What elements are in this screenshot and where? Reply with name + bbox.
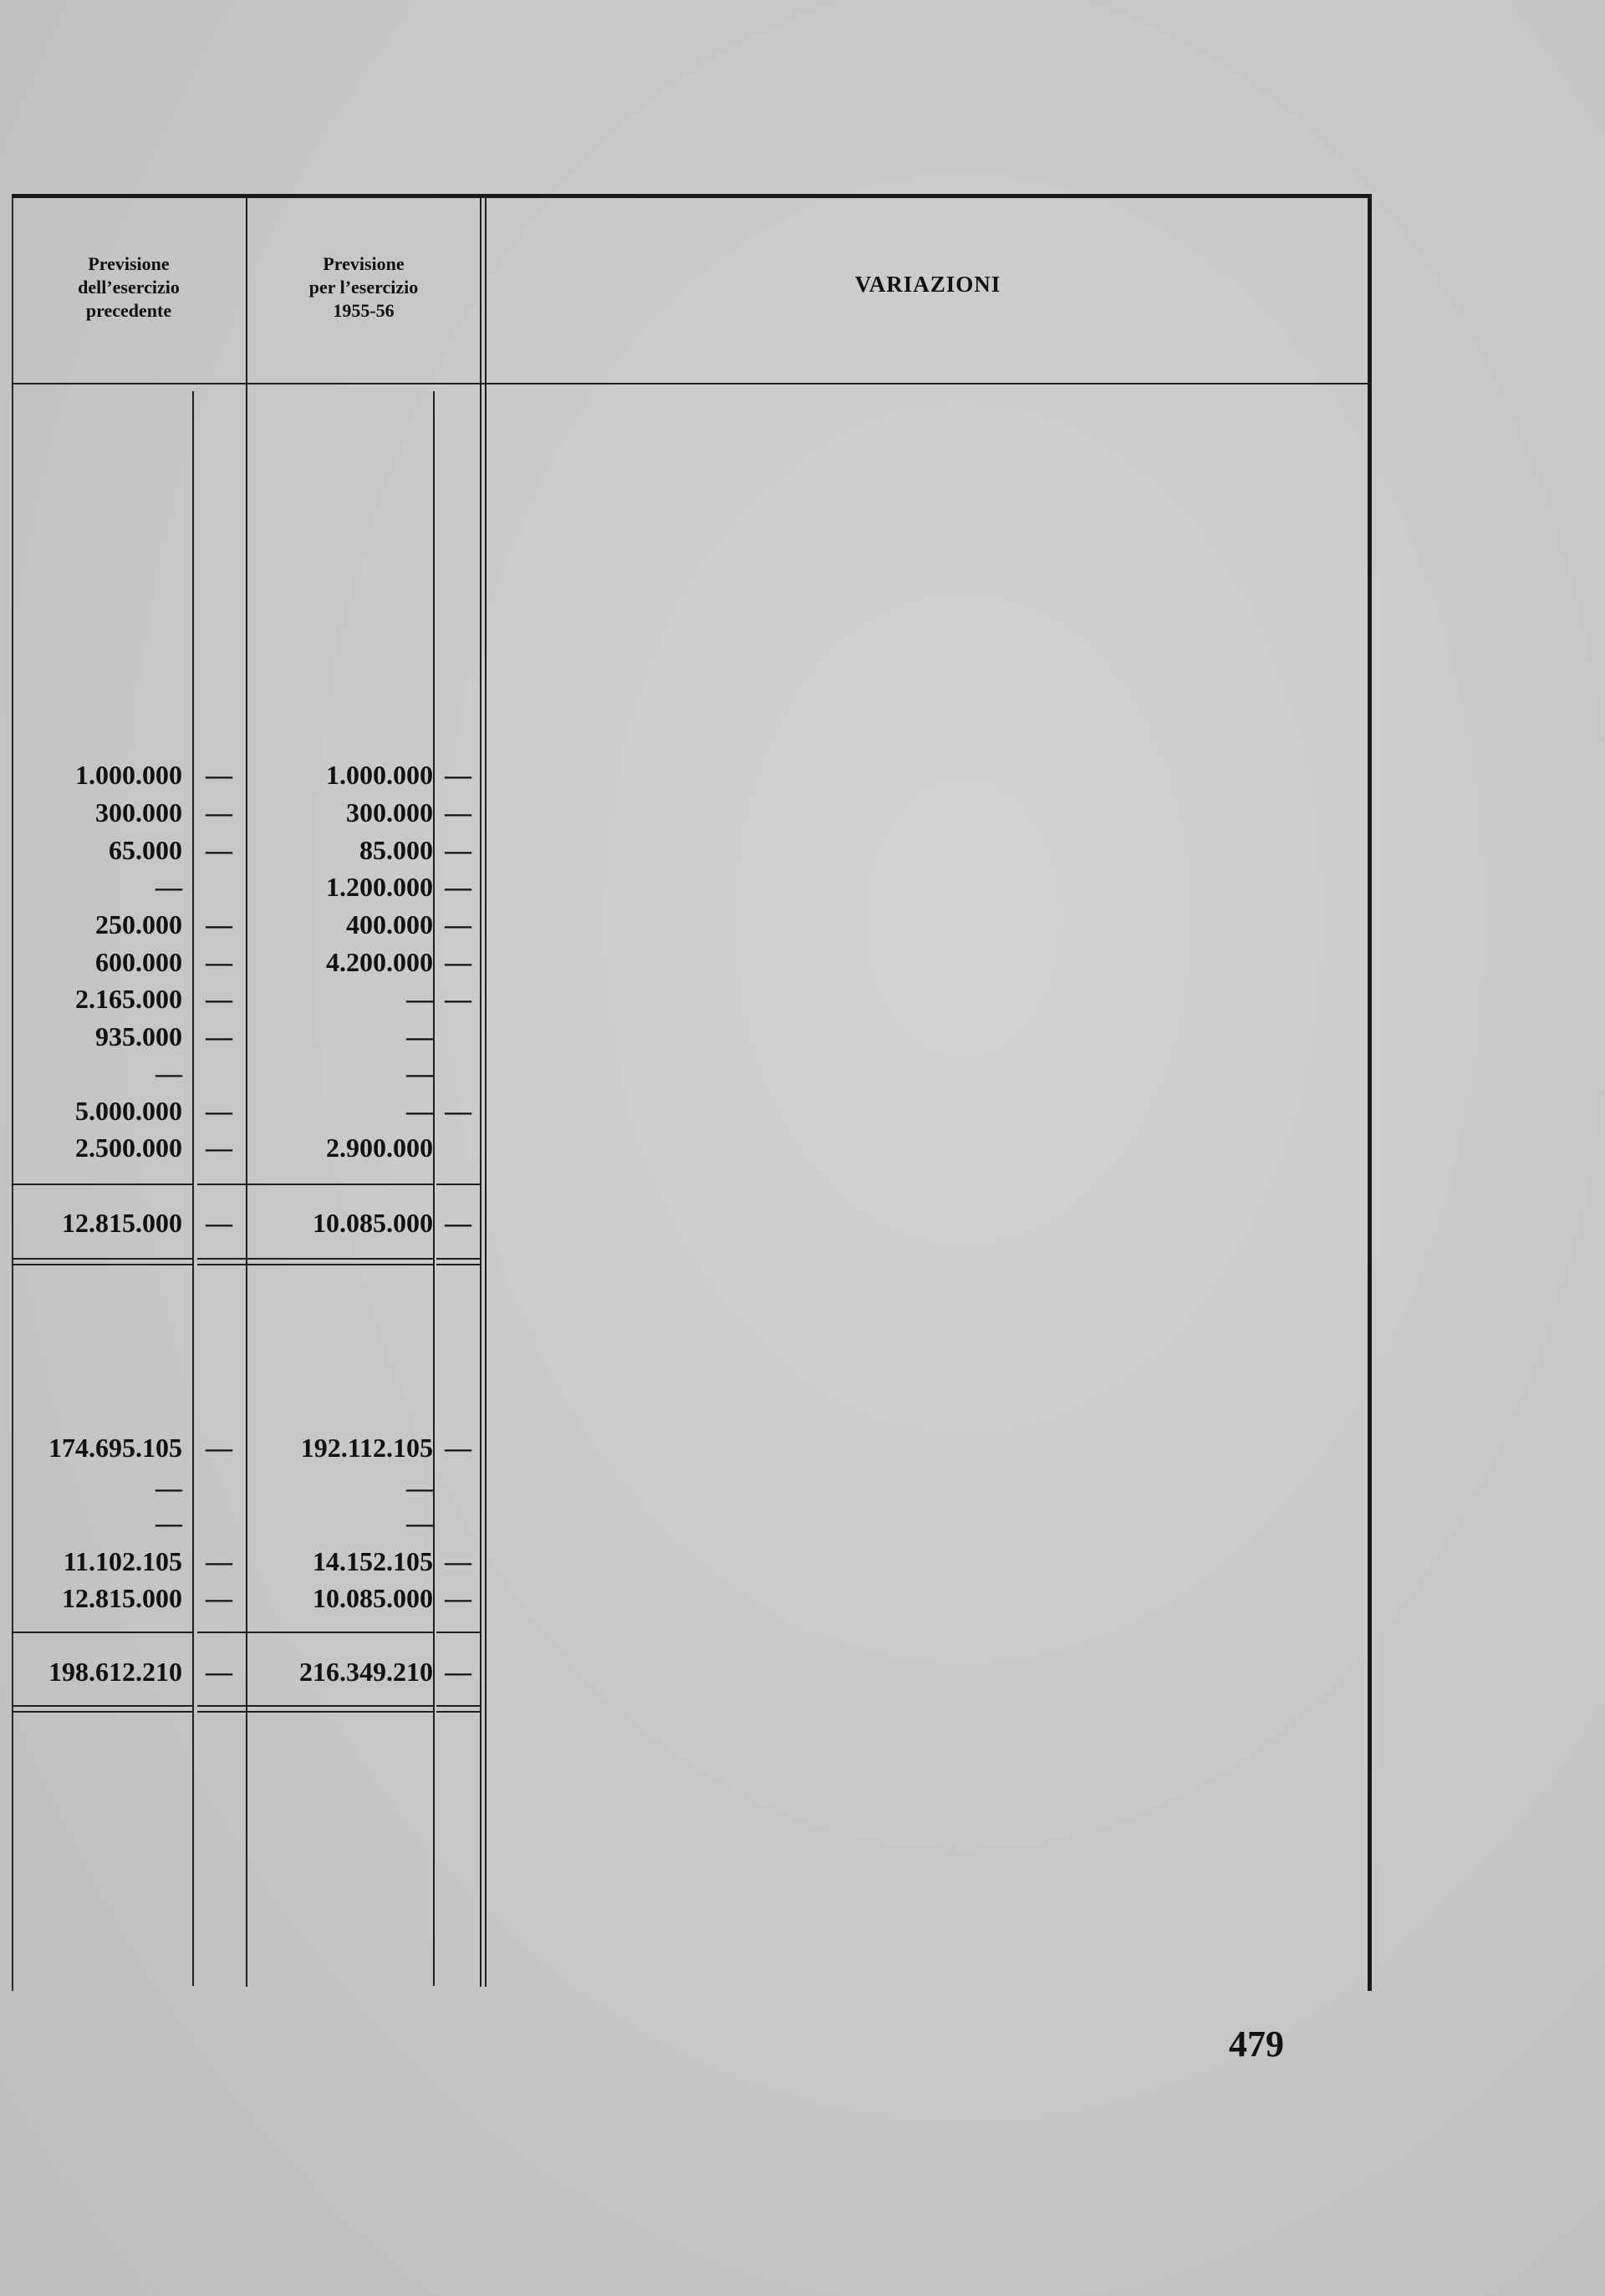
dash: — — [445, 947, 471, 977]
current-value: 400.000 — [346, 909, 433, 939]
row-rule — [436, 1632, 480, 1633]
prev-value: — — [155, 1058, 182, 1088]
dash: — — [206, 1133, 232, 1163]
current-value: 10.085.000 — [313, 1208, 433, 1238]
table-row — [12, 868, 513, 905]
current-value: 192.112.105 — [300, 1433, 433, 1463]
current-value: — — [406, 1508, 433, 1538]
dash: — — [206, 909, 232, 939]
row-rule — [247, 1258, 433, 1260]
dash: — — [206, 1583, 232, 1613]
row-rule — [247, 1184, 433, 1185]
header-prev: Previsione dell’esercizio precedente — [78, 253, 180, 321]
dash: — — [206, 1657, 232, 1687]
dash: — — [445, 760, 471, 790]
row-rule — [247, 1711, 433, 1713]
row-rule — [436, 1258, 480, 1260]
current-value: — — [406, 1096, 433, 1126]
dash: — — [206, 984, 232, 1014]
subtotal-row — [12, 1204, 513, 1241]
row-rule — [197, 1632, 246, 1633]
row-rule — [436, 1184, 480, 1185]
row-rule — [436, 1264, 480, 1265]
dash: — — [445, 1657, 471, 1687]
prev-value: 2.500.000 — [75, 1133, 182, 1163]
prev-value: 300.000 — [95, 797, 182, 827]
row-rule — [436, 1711, 480, 1713]
table-row — [12, 832, 513, 868]
table-row — [12, 1092, 513, 1129]
dash: — — [445, 1546, 471, 1576]
row-rule — [12, 1184, 192, 1185]
table-row — [12, 906, 513, 943]
current-value: 1.200.000 — [326, 872, 433, 902]
current-value: — — [406, 1473, 433, 1503]
prev-value: 11.102.105 — [63, 1546, 182, 1576]
prev-value: 174.695.105 — [48, 1433, 182, 1463]
total-row — [12, 1653, 513, 1690]
header-variazioni: VARIAZIONI — [854, 272, 1001, 297]
row-rule — [12, 1264, 192, 1265]
row-rule — [247, 1264, 433, 1265]
dash: — — [445, 909, 471, 939]
dash: — — [206, 760, 232, 790]
table-row — [12, 980, 513, 1017]
table-row — [12, 944, 513, 980]
table-row — [12, 794, 513, 831]
current-value: 216.349.210 — [299, 1657, 433, 1687]
row-rule — [197, 1184, 246, 1185]
row-rule — [12, 1258, 192, 1260]
row-rule — [197, 1264, 246, 1265]
current-value: — — [406, 1058, 433, 1088]
row-rule — [197, 1705, 246, 1707]
row-rule — [247, 1632, 433, 1633]
dash: — — [445, 835, 471, 865]
dash: — — [206, 797, 232, 827]
dash: — — [206, 947, 232, 977]
current-value: 300.000 — [346, 797, 433, 827]
prev-value: 5.000.000 — [75, 1096, 182, 1126]
current-value: 14.152.105 — [313, 1546, 433, 1576]
prev-value: — — [155, 872, 182, 902]
row-rule — [12, 1632, 192, 1633]
dash: — — [206, 1433, 232, 1463]
current-value: 2.900.000 — [326, 1133, 433, 1163]
dash: — — [206, 1096, 232, 1126]
dash: — — [206, 1208, 232, 1238]
row-rule — [12, 1705, 192, 1707]
table-row — [12, 1429, 513, 1466]
page-number: 479 — [1229, 2024, 1284, 2064]
header-current: Previsione per l’esercizio 1955-56 — [308, 253, 419, 321]
table-row — [12, 1504, 513, 1541]
current-value: — — [406, 1021, 433, 1051]
table-row — [12, 1543, 513, 1580]
prev-value: 12.815.000 — [62, 1208, 182, 1238]
dash: — — [445, 1096, 471, 1126]
current-value: — — [406, 984, 433, 1014]
current-value: 1.000.000 — [326, 760, 433, 790]
current-value: 10.085.000 — [313, 1583, 433, 1613]
col-line-c — [433, 391, 435, 1986]
prev-value: 65.000 — [109, 835, 182, 865]
prev-value: 12.815.000 — [62, 1583, 182, 1613]
dash: — — [445, 1433, 471, 1463]
bleed-through-text — [1179, 155, 1185, 178]
row-rule — [436, 1705, 480, 1707]
row-rule — [247, 1705, 433, 1707]
prev-value: 600.000 — [95, 947, 182, 977]
dash: — — [445, 1583, 471, 1613]
prev-value: 1.000.000 — [75, 760, 182, 790]
dash: — — [206, 1021, 232, 1051]
row-rule — [197, 1258, 246, 1260]
prev-value: 2.165.000 — [75, 984, 182, 1014]
table-row — [12, 1055, 513, 1092]
table-row — [12, 1018, 513, 1055]
prev-value: — — [155, 1508, 182, 1538]
dash: — — [445, 1208, 471, 1238]
table-row — [12, 756, 513, 793]
prev-value: 250.000 — [95, 909, 182, 939]
dash: — — [445, 984, 471, 1014]
dash: — — [206, 1546, 232, 1576]
col-line-a — [192, 391, 194, 1986]
dash: — — [206, 835, 232, 865]
row-rule — [197, 1711, 246, 1713]
header-divider — [12, 383, 1370, 384]
prev-value: 935.000 — [95, 1021, 182, 1051]
table-row — [12, 1129, 513, 1166]
dash: — — [445, 797, 471, 827]
prev-value: — — [155, 1473, 182, 1503]
current-value: 4.200.000 — [326, 947, 433, 977]
current-value: 85.000 — [359, 835, 433, 865]
table-row — [12, 1469, 513, 1506]
table-row — [12, 1580, 513, 1616]
dash: — — [445, 872, 471, 902]
row-rule — [12, 1711, 192, 1713]
prev-value: 198.612.210 — [48, 1657, 182, 1687]
